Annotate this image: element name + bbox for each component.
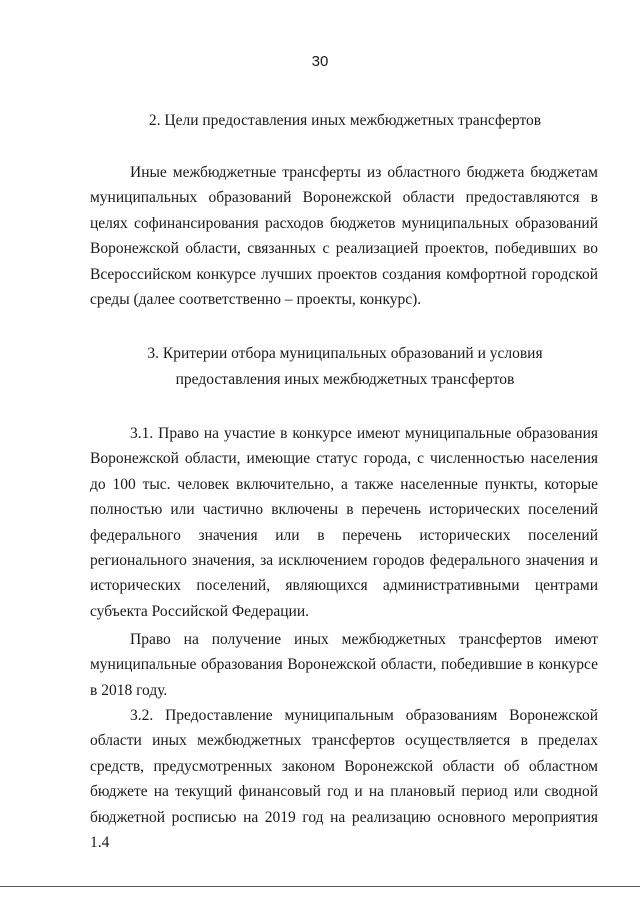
paragraph-3-2: 3.2. Предоставление муниципальным образованиям Воронежской области иных межбюджетных трансфертов осуществляется в пределах средств, предусмотренных законом Воронежской области об областном бюджете на текущий финансовый год и на плановый период или сводной бюджетной росписью на 2019 год на реализацию основного мероприятия 1.4: [90, 707, 598, 852]
section-2-heading-text: 2. Цели предоставления иных межбюджетных трансфертов: [148, 112, 542, 129]
section-3-heading: [90, 341, 600, 393]
scan-bottom-edge-line: [0, 886, 640, 887]
paragraph-right-to-transfers: Право на получение иных межбюджетных трансфертов имеют муниципальные образования Воронежской области, победившие в конкурсе в 2018 году.: [90, 631, 598, 699]
section-2-paragraph: Иные межбюджетные трансферты из областного бюджета бюджетам муниципальных образований Воронежской области предоставляются в целях софинансирования расходов бюджетов муниципальных образований Воронежской области, связанных с реализацией проектов, победивших во Всероссийском конкурсе лучших проектов создания комфортной городской среды (далее соответственно – проекты, конкурс).: [90, 164, 598, 309]
section-3-heading-line-2: предоставления иных межбюджетных трансфертов: [175, 371, 515, 388]
paragraph-3-1: 3.1. Право на участие в конкурсе имеют муниципальные образования Воронежской области, имеющие статус города, с численностью населения до 100 тыс. человек включительно, а также населенные пункты, которые полностью или частично включены в перечень исторических поселений федерального значения или в перечень исторических поселений регионального значения, за исключением городов федерального значения и исторических поселений, являющихся административными центрами субъекта Российской Федерации.: [90, 425, 598, 620]
section-2-heading: [90, 108, 600, 134]
page-number: 30: [311, 53, 329, 70]
section-3-heading-line-1: 3. Критерии отбора муниципальных образований и условия: [147, 345, 543, 362]
